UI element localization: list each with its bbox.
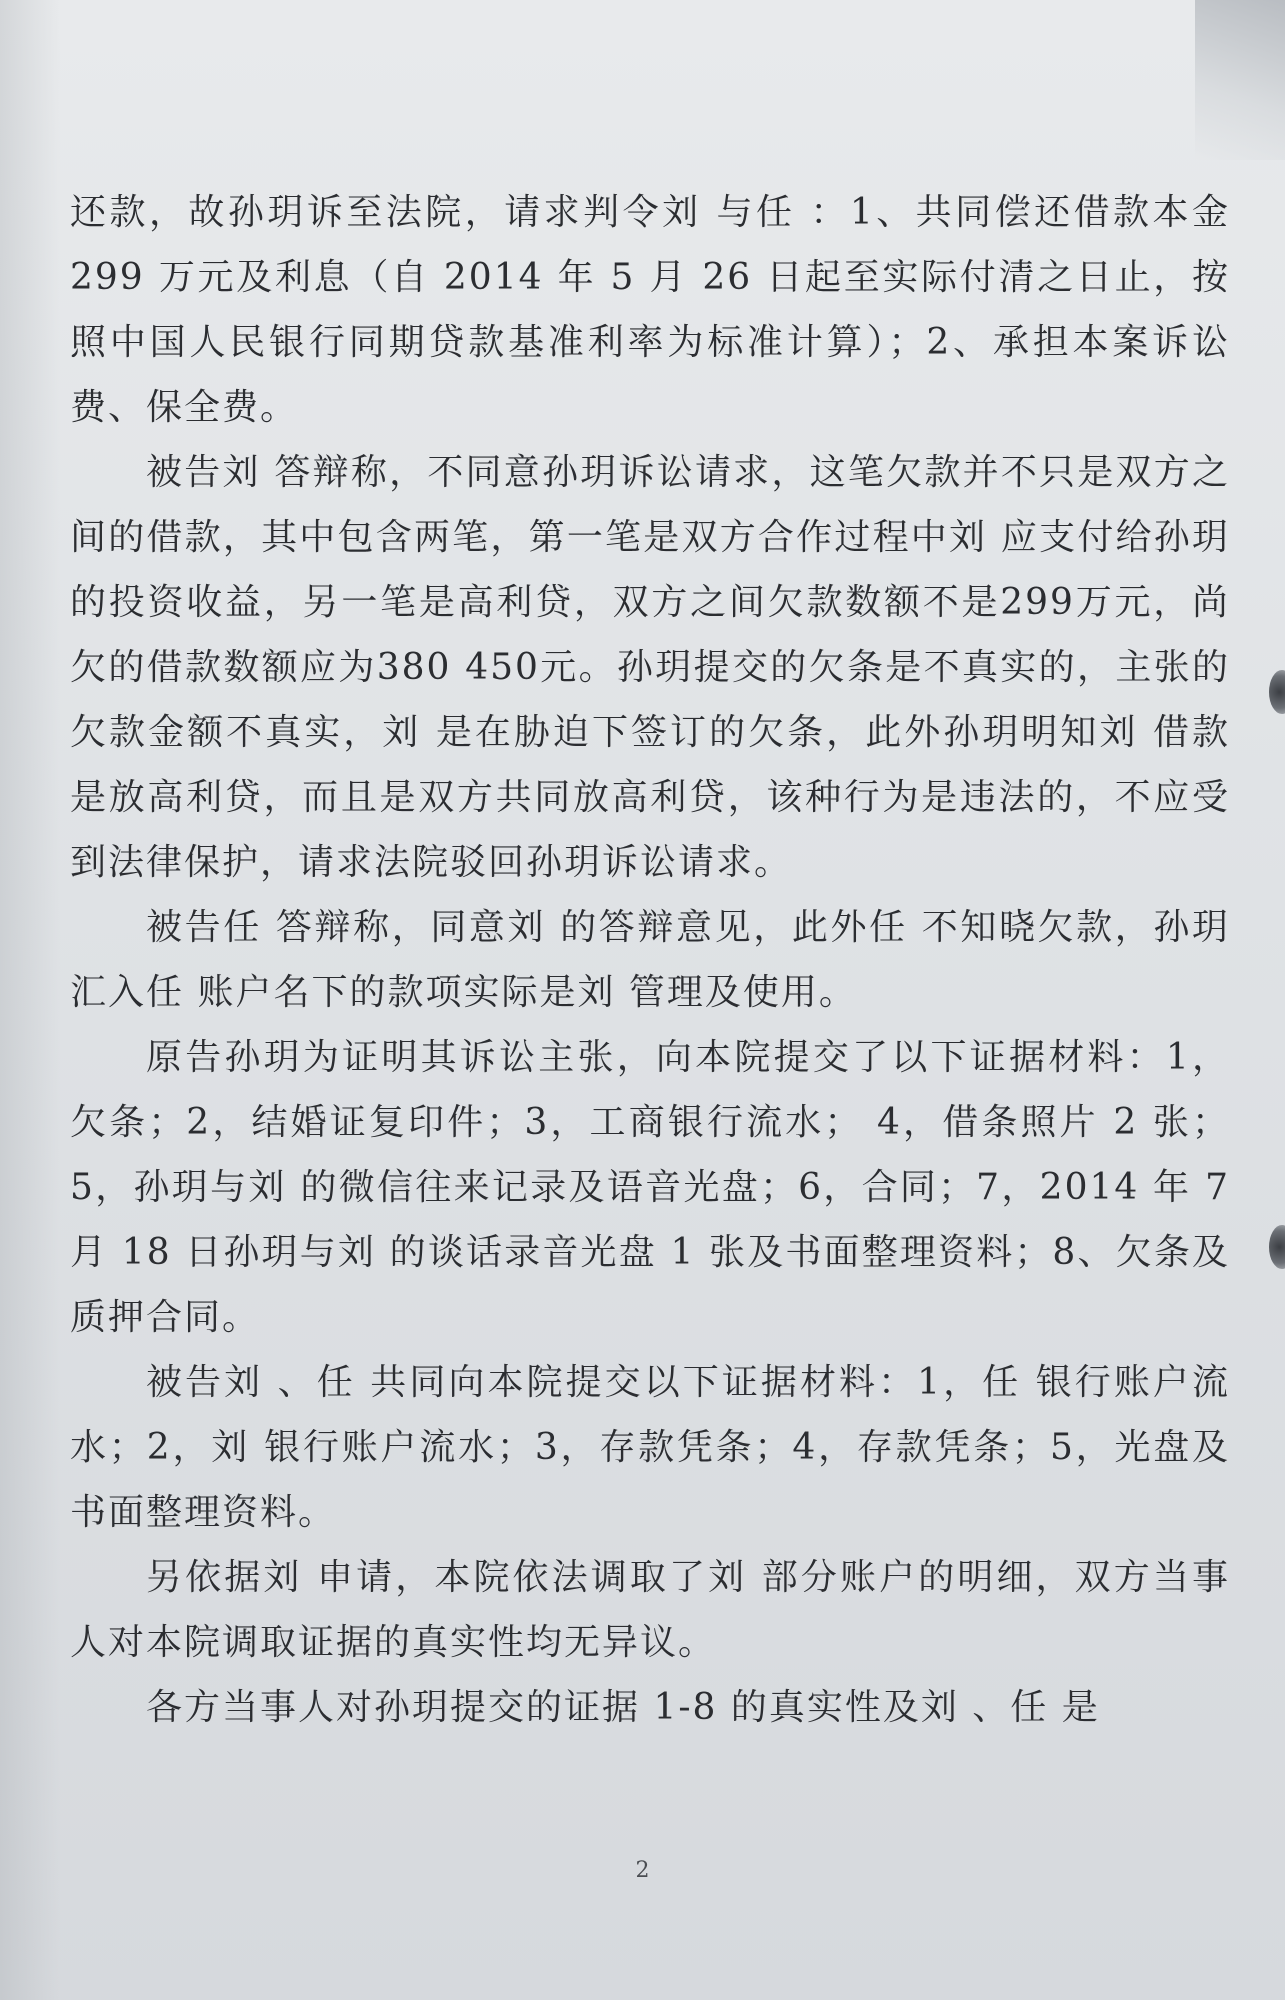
document-body (70, 180, 1230, 1740)
paragraph-plaintiff-evidence: 原告孙玥为证明其诉讼主张，向本院提交了以下证据材料：1，欠条；2，结婚证复印件；3，工商银行流水； 4，借条照片 2 张；5，孙玥与刘 的微信往来记录及语音光盘；6，合同；7，2014 年 7 月 18 日孙玥与刘 的谈话录音光盘 1 张及书面整理资料；8、欠条及质押合同。 (70, 1037, 1230, 1338)
page-shadow (0, 0, 60, 2000)
paragraph-defendants-evidence: 被告刘 、任 共同向本院提交以下证据材料：1，任 银行账户流水；2，刘 银行账户流水；3，存款凭条；4，存款凭条；5，光盘及书面整理资料。 (70, 1362, 1230, 1533)
paragraph-court-evidence: 另依据刘 申请，本院依法调取了刘 部分账户的明细，双方当事人对本院调取证据的真实性均无异议。 (70, 1557, 1230, 1663)
page-fold-corner (1195, 0, 1285, 160)
binding-hole (1269, 1225, 1285, 1269)
page-number: 2 (635, 1858, 650, 1883)
paragraph-evidence-review: 各方当事人对孙玥提交的证据 1-8 的真实性及刘 、任 是 (146, 1687, 1100, 1728)
paragraph-defendant-liu-defense: 被告刘 答辩称，不同意孙玥诉讼请求，这笔欠款并不只是双方之间的借款，其中包含两笔，第一笔是双方合作过程中刘 应支付给孙玥的投资收益，另一笔是高利贷，双方之间欠款数额不是299万元，尚欠的借款数额应为380 450元。孙玥提交的欠条是不真实的，主张的欠款金额不真实，刘 是在胁迫下签订的欠条，此外孙玥明知刘 借款是放高利贷，而且是双方共同放高利贷，该种行为是违法的，不应受到法律保护，请求法院驳回孙玥诉讼请求。 (70, 452, 1230, 883)
binding-hole (1269, 670, 1285, 714)
paragraph-claims: 还款，故孙玥诉至法院，请求判令刘 与任 ：1、共同偿还借款本金 299 万元及利息（自 2014 年 5 月 26 日起至实际付清之日止，按照中国人民银行同期贷款基准利率为标准计算）；2、承担本案诉讼费、保全费。 (70, 192, 1230, 428)
paragraph-defendant-ren-defense: 被告任 答辩称，同意刘 的答辩意见，此外任 不知晓欠款，孙玥汇入任 账户名下的款项实际是刘 管理及使用。 (70, 907, 1230, 1013)
